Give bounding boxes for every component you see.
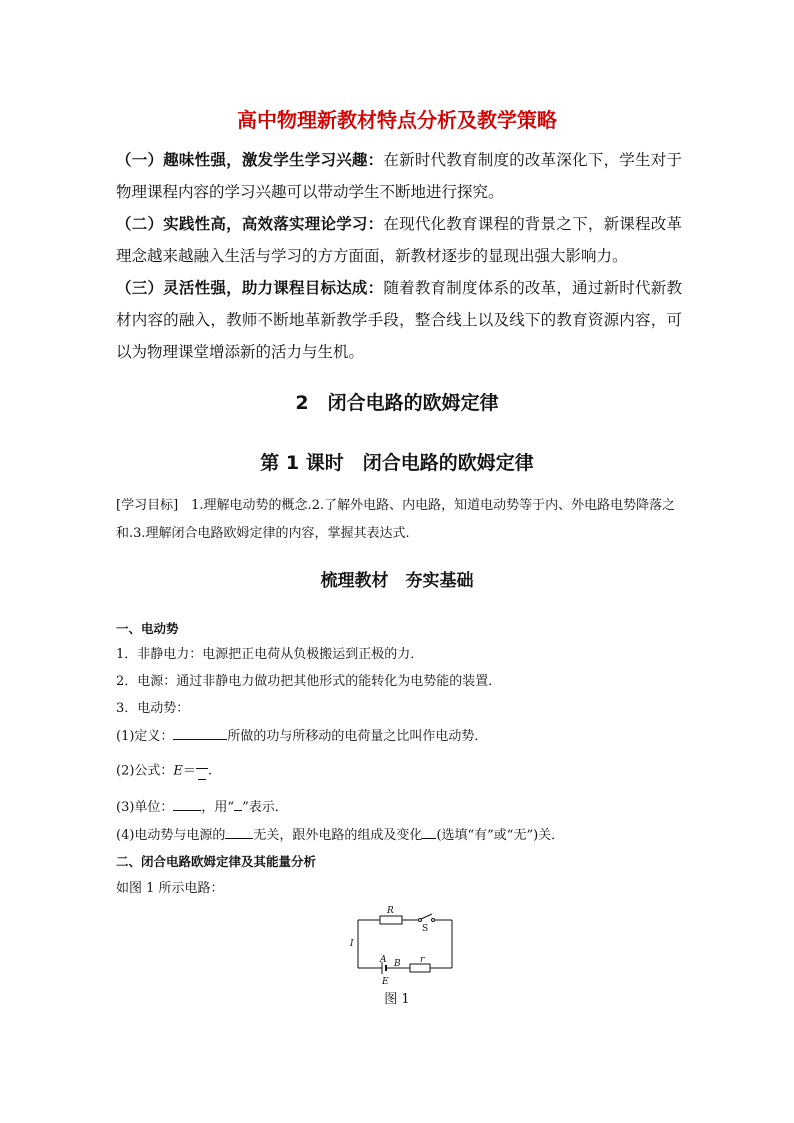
formula-var: E — [173, 763, 183, 779]
intro-paragraph-3 — [116, 272, 682, 368]
label-I: I — [350, 939, 354, 949]
intro-text-1: 在新时代教育制度的改革深化下，学生对于物理课程内容的学习兴趣可以带动学生不断地进行探究。 — [116, 151, 682, 201]
numerator-blank[interactable] — [196, 762, 208, 769]
rel-prefix: (4)电动势与电源的 — [116, 828, 226, 843]
part2-heading: 二、闭合电路欧姆定律及其能量分析 — [116, 854, 317, 869]
item-1: 1．非静电力：电源把正电荷从负极搬运到正极的力． — [116, 647, 424, 662]
figure-caption: 图 1 — [384, 992, 410, 1007]
unit-blank[interactable] — [173, 798, 201, 811]
unit-prefix: (3)单位： — [116, 800, 174, 815]
item-2: 2．电源：通过非静电力做功把其他形式的能转化为电势能的装置． — [116, 674, 502, 689]
learning-goals — [116, 492, 686, 548]
intro-text-2: 在现代化教育课程的背景之下，新课程改革理念越来越融入生活与学习的方方面面，新教材逐步的显现出强大影响力。 — [116, 215, 682, 265]
unit-line — [116, 798, 288, 817]
intro-paragraph-1 — [116, 144, 682, 208]
formula-eq: ＝ — [182, 763, 196, 779]
definition-line — [116, 727, 487, 746]
lesson-title: 第 1 课时 闭合电路的欧姆定律 — [260, 452, 534, 474]
relation-line — [116, 826, 564, 845]
intro-head-1: （一）趣味性强，激发学生学习兴趣： — [116, 151, 384, 169]
label-S: S — [422, 924, 429, 934]
label-A: A — [380, 955, 387, 965]
rel-mid: 无关，跟外电路的组成及变化 — [253, 828, 423, 843]
label-B: B — [394, 959, 401, 969]
formula-line — [116, 762, 212, 781]
item-3: 3．电动势： — [116, 701, 190, 716]
chapter-title: 2 闭合电路的欧姆定律 — [295, 392, 499, 414]
label-r: r — [420, 955, 425, 965]
unit-mid: ，用“ — [201, 800, 235, 815]
denominator-blank[interactable] — [198, 771, 206, 780]
switch-contact-right — [432, 919, 435, 922]
section-heading: 梳理教材 夯实基础 — [320, 571, 474, 591]
intro-text-3: 随着教育制度体系的改革，通过新时代新教材内容的融入，教师不断地革新教学手段，整合线上以及线下的教育资源内容，可以为物理课堂增添新的活力与生机。 — [116, 279, 682, 361]
def-blank[interactable] — [173, 727, 227, 740]
part1-heading: 一、电动势 — [116, 621, 179, 636]
goal-tag: [学习目标] — [116, 498, 179, 513]
unit-suffix: ”表示． — [242, 800, 288, 815]
label-E: E — [382, 977, 389, 986]
rel-suffix: (选填“有”或“无”)关． — [436, 828, 565, 843]
symbol-blank[interactable] — [234, 798, 242, 811]
formula-fraction[interactable] — [196, 762, 208, 780]
page-title: 高中物理新教材特点分析及教学策略 — [237, 108, 557, 132]
formula-prefix: (2)公式： — [116, 763, 174, 779]
circuit-diagram — [340, 900, 460, 986]
intro-paragraph-2 — [116, 208, 682, 272]
label-R: R — [387, 906, 394, 916]
resistor-r — [410, 964, 430, 972]
intro-head-3: （三）灵活性强，助力课程目标达成： — [116, 279, 384, 297]
rel-blank-1[interactable] — [225, 826, 253, 839]
resistor-R — [380, 916, 402, 924]
formula-end: . — [207, 763, 213, 779]
rel-blank-2[interactable] — [422, 826, 436, 839]
switch-S — [421, 914, 432, 919]
def-suffix: 所做的功与所移动的电荷量之比叫作电动势． — [227, 729, 488, 744]
part2-intro: 如图 1 所示电路： — [116, 881, 224, 896]
intro-head-2: （二）实践性高，高效落实理论学习： — [116, 215, 384, 233]
def-prefix: (1)定义： — [116, 729, 174, 744]
goal-text: 1.理解电动势的概念.2.了解外电路、内电路，知道电动势等于内、外电路电势降落之和.3.理解闭合电路欧姆定律的内容，掌握其表达式. — [116, 498, 676, 541]
